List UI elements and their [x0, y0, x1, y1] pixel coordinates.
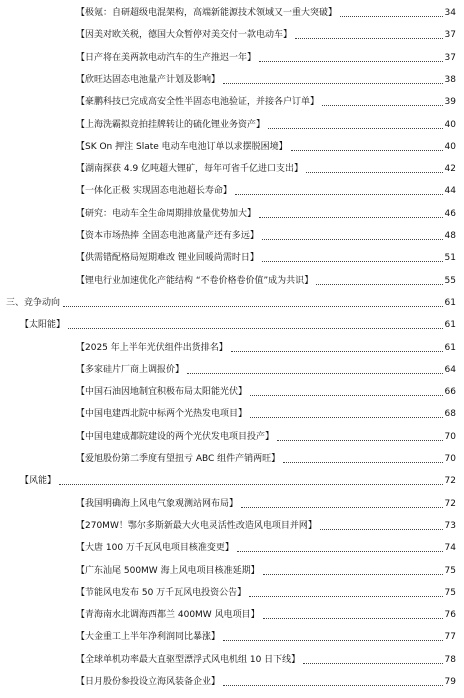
toc-entry[interactable] — [76, 201, 456, 221]
dot-leader — [223, 640, 443, 641]
toc-entry-title: 【上海洗霸拟竞拍挂牌转让的硫化锂业务资产】 — [76, 119, 266, 130]
toc-entry-page-number: 70 — [444, 454, 456, 464]
toc-entry[interactable] — [76, 401, 456, 421]
dot-leader — [68, 328, 443, 329]
toc-entry-title: 【风能】 — [20, 476, 57, 487]
toc-entry-title: 【全球单机功率最大直驱型漂浮式风电机组 10 日下线】 — [76, 654, 301, 665]
dot-leader — [320, 529, 443, 530]
toc-entry-title: 【一体化正极 实现固态电池超长寿命】 — [76, 186, 232, 197]
toc-entry-title: 【2025 年上半年光伏组件出货排名】 — [76, 342, 228, 353]
toc-entry-title: 【270MW！鄂尔多斯新最大火电灵活性改造风电项目并网】 — [76, 520, 317, 531]
toc-entry-title: 【节能风电发布 50 万千瓦风电投资公告】 — [76, 587, 247, 598]
toc-entry-title: 【广东汕尾 500MW 海上风电项目核准延期】 — [76, 565, 260, 576]
toc-entry-title: 【供需错配格局短期难改 锂业回暖尚需时日】 — [76, 253, 259, 264]
dot-leader — [268, 128, 443, 129]
dot-leader — [259, 217, 443, 218]
dot-leader — [223, 685, 443, 686]
dot-leader — [295, 38, 443, 39]
toc-entry-title: 【大唐 100 万千瓦风电项目核准变更】 — [76, 543, 234, 554]
dot-leader — [237, 551, 443, 552]
toc-entry-title: 【研究：电动车全生命周期排放量优势加大】 — [76, 208, 257, 219]
dot-leader — [262, 239, 443, 240]
toc-entry-title: 【中国石油因地制宜积极布局太阳能光伏】 — [76, 387, 248, 398]
toc-entry-page-number: 46 — [444, 208, 456, 219]
toc-entry-title: 【大金重工上半年净利润同比暴涨】 — [76, 632, 221, 643]
toc-entry-page-number: 75 — [444, 587, 456, 598]
toc-entry-page-number: 76 — [444, 610, 456, 621]
toc-entry[interactable] — [76, 647, 456, 667]
toc-entry-title: 【青海南水北调海西都兰 400MW 风电项目】 — [76, 610, 260, 621]
toc-entry[interactable] — [76, 178, 456, 198]
toc-entry[interactable] — [76, 379, 456, 399]
toc-entry[interactable] — [76, 624, 456, 644]
toc-entry[interactable] — [76, 535, 456, 555]
toc-entry[interactable] — [76, 89, 456, 109]
toc-entry-page-number: 61 — [444, 320, 456, 331]
dot-leader — [235, 194, 443, 195]
toc-entry[interactable] — [76, 491, 456, 511]
toc-entry-page-number: 79 — [444, 677, 456, 687]
toc-entry-page-number: 38 — [444, 74, 456, 85]
toc-entry[interactable] — [20, 312, 456, 332]
toc-entry-title: 【我国明确海上风电气象观测站网布局】 — [76, 498, 239, 509]
dot-leader — [303, 663, 442, 664]
toc-entry[interactable] — [76, 223, 456, 243]
dot-leader — [223, 83, 443, 84]
dot-leader — [291, 150, 443, 151]
toc-entry-page-number: 55 — [444, 275, 456, 286]
toc-entry-title: 【豪鹏科技已完成高安全性半固态电池验证，并接各户订单】 — [76, 97, 320, 108]
toc-entry[interactable] — [76, 112, 456, 132]
dot-leader — [259, 61, 443, 62]
toc-entry-page-number: 77 — [444, 632, 456, 643]
toc-entry[interactable] — [76, 156, 456, 176]
dot-leader — [262, 261, 443, 262]
toc-entry-title: 【太阳能】 — [20, 320, 66, 331]
toc-entry[interactable] — [76, 446, 456, 466]
toc-entry[interactable] — [76, 669, 456, 689]
toc-entry-page-number: 40 — [444, 141, 456, 152]
toc-entry-page-number: 70 — [444, 431, 456, 442]
dot-leader — [263, 574, 443, 575]
toc-entry-page-number: 74 — [444, 543, 456, 554]
toc-entry-title: 【中国电建成都院建设的两个光伏发电项目投产】 — [76, 431, 275, 442]
toc-entry-page-number: 72 — [444, 476, 456, 487]
toc-entry-page-number: 75 — [444, 565, 456, 576]
dot-leader — [63, 306, 443, 307]
toc-entry[interactable] — [76, 424, 456, 444]
toc-entry[interactable] — [76, 602, 456, 622]
toc-entry-title: 【SK On 押注 Slate 电动车电池订单以求摆脱困境】 — [76, 141, 288, 152]
dot-leader — [306, 172, 443, 173]
toc-entry-page-number: 72 — [444, 498, 456, 509]
toc-entry[interactable] — [76, 134, 456, 154]
toc-entry-title: 三、竞争动向 — [6, 297, 61, 308]
toc-entry-title: 【日产将在美两款电动汽车的生产推迟一年】 — [76, 52, 257, 63]
toc-entry[interactable] — [76, 335, 456, 355]
toc-entry[interactable] — [76, 513, 456, 533]
toc-entry-title: 【锂电行业加速优化产能结构 “不卷价格卷价值”成为共识】 — [76, 275, 314, 286]
toc-entry-title: 【欣旺达固态电池量产计划及影响】 — [76, 74, 221, 85]
toc-entry-title: 【资本市场热捧 全固态电池离量产还有多远】 — [76, 231, 259, 241]
toc-entry-title: 【多家硅片厂商上调报价】 — [76, 364, 185, 375]
toc-entry-page-number: 37 — [444, 52, 456, 63]
dot-leader — [250, 417, 443, 418]
dot-leader — [59, 484, 443, 485]
dot-leader — [316, 284, 442, 285]
toc-entry[interactable] — [76, 245, 456, 265]
toc-entry[interactable] — [20, 468, 456, 488]
toc-entry-title: 【日月股份参投设立海风装备企业】 — [76, 677, 221, 687]
toc-entry-page-number: 48 — [444, 231, 456, 241]
toc-entry-title: 【中国电建西北院中标两个光热发电项目】 — [76, 409, 248, 420]
toc-entry-title: 【湖南探获 4.9 亿吨超大锂矿，每年可省千亿进口支出】 — [76, 164, 304, 175]
toc-entry[interactable] — [76, 45, 456, 65]
toc-entry-page-number: 40 — [444, 119, 456, 130]
dot-leader — [283, 462, 442, 463]
dot-leader — [263, 618, 443, 619]
toc-entry-page-number: 44 — [444, 186, 456, 197]
toc-entry-page-number: 39 — [444, 97, 456, 108]
toc-entry-page-number: 64 — [444, 364, 456, 375]
toc-entry-page-number: 37 — [444, 30, 456, 41]
toc-entry-page-number: 66 — [444, 387, 456, 398]
toc-entry[interactable] — [76, 580, 456, 600]
toc-entry[interactable] — [76, 0, 456, 20]
toc-entry-page-number: 68 — [444, 409, 456, 420]
toc-entry-title: 【因美对欧关税，德国大众暂停对美交付一款电动车】 — [76, 30, 293, 41]
toc-entry[interactable] — [76, 268, 456, 288]
dot-leader — [277, 440, 443, 441]
toc-entry[interactable] — [76, 357, 456, 377]
dot-leader — [340, 16, 443, 17]
dot-leader — [249, 596, 442, 597]
toc-entry-page-number: 34 — [444, 8, 456, 18]
toc-entry[interactable] — [76, 558, 456, 578]
toc-entry-page-number: 61 — [444, 342, 456, 353]
toc-entry-title: 【极氪：自研超级电混架构，高端新能源技术领域又一重大突破】 — [76, 8, 338, 18]
toc-entry-title: 【爱旭股份第二季度有望扭亏 ABC 组件产销两旺】 — [76, 454, 281, 464]
dot-leader — [250, 395, 443, 396]
dot-leader — [241, 507, 443, 508]
toc-entry-page-number: 42 — [444, 164, 456, 175]
toc-entry-page-number: 78 — [444, 654, 456, 665]
dot-leader — [187, 373, 443, 374]
dot-leader — [322, 105, 443, 106]
toc-entry[interactable] — [6, 290, 456, 310]
dot-leader — [231, 351, 443, 352]
toc-entry[interactable] — [76, 22, 456, 42]
toc-entry-page-number: 61 — [444, 297, 456, 308]
toc-entry-page-number: 73 — [444, 520, 456, 531]
toc-entry-page-number: 51 — [444, 253, 456, 264]
toc-entry[interactable] — [76, 67, 456, 87]
